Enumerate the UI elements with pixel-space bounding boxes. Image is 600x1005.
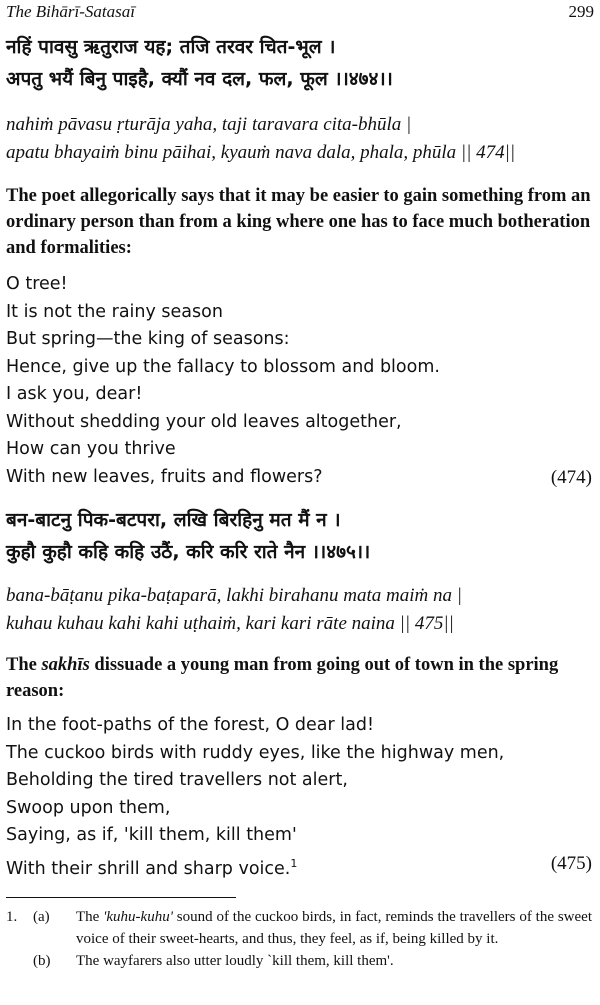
- devanagari-line: कुहौ कुहौ कहि कहि उठैं, करि करि राते नैन ।।४७५।।: [6, 541, 371, 563]
- verse-line: Beholding the tired travellers not alert,: [6, 770, 348, 790]
- footnote-italic-term: 'kuhu-kuhu': [103, 909, 173, 925]
- verse-line-last: [6, 850, 592, 883]
- devanagari-line: अपतु भयैं बिनु पाइहै, क्यौं नव दल, फल, फूल ।।४७४।।: [6, 68, 393, 90]
- transliteration-line: bana-bāṭanu pika-baṭaparā, lakhi birahanu mata maiṁ na |: [6, 585, 462, 606]
- footnotes: [6, 906, 592, 972]
- footnote-text: The wayfarers also utter loudly `kill them, kill them'.: [76, 953, 394, 969]
- verse-line: In the foot-paths of the forest, O dear lad!: [6, 715, 374, 735]
- transliteration-474: [6, 111, 594, 167]
- verse-line-last: [6, 464, 592, 492]
- devanagari-verse-474: [6, 31, 594, 95]
- verse-line: How can you thrive: [6, 439, 176, 459]
- footnote-text: The: [76, 909, 104, 925]
- verse-line: It is not the rainy season: [6, 301, 223, 322]
- footnote-a: [6, 906, 592, 950]
- verse-line-text: With new leaves, fruits and flowers?: [6, 466, 323, 487]
- running-title: The Bihārī-Satasaī: [6, 2, 135, 21]
- footnote-number: 1.: [6, 909, 18, 925]
- page-number: 299: [568, 2, 594, 21]
- footnote-text: sound of the cuckoo birds, in fact, reminds the travellers of the sweet voice of their sweet-hearts, and thus, they feel, as if, being killed by it.: [76, 909, 592, 947]
- verse-line: The cuckoo birds with ruddy eyes, like the highway men,: [6, 742, 505, 763]
- transliteration-line: nahiṁ pāvasu ṛturāja yaha, taji taravara cita-bhūla |: [6, 114, 412, 135]
- devanagari-verse-475: [6, 504, 594, 568]
- footnote-label-b: (b): [33, 953, 51, 969]
- translation-475: [6, 712, 592, 883]
- verse-number-475: (475): [550, 852, 592, 874]
- verse-line: But spring—the king of seasons:: [6, 329, 290, 349]
- footnote-label-a: (a): [33, 909, 50, 925]
- verse-line: Swoop upon them,: [6, 797, 171, 818]
- translation-474: [6, 271, 592, 491]
- intro-474: The poet allegorically says that it may be easier to gain something from an ordinary person than from a king where one has to face much botheration and formalities:: [6, 186, 591, 258]
- transliteration-line: kuhau kuhau kahi kahi uṭhaiṁ, kari kari rāte naina || 475||: [6, 613, 454, 634]
- verse-line: Saying, as if, 'kill them, kill them': [6, 825, 297, 845]
- devanagari-line: नहिं पावसु ऋतुराज यह; तजि तरवर चित-भूल ।: [6, 36, 336, 58]
- running-header: [6, 2, 594, 22]
- verse-line: Without shedding your old leaves altogether,: [6, 411, 402, 432]
- verse-line: I ask you, dear!: [6, 384, 143, 404]
- intro-text: The: [6, 655, 42, 675]
- footnote-marker: 1: [290, 856, 298, 870]
- footnote-rule: [6, 897, 236, 898]
- footnote-b: [6, 950, 592, 972]
- transliteration-475: [6, 582, 594, 638]
- verse-line: Hence, give up the fallacy to blossom and bloom.: [6, 356, 440, 377]
- verse-line: O tree!: [6, 274, 68, 294]
- intro-text: dissuade a young man from going out of town in the spring reason:: [6, 655, 559, 701]
- intro-475: [6, 652, 592, 704]
- transliteration-line: apatu bhayaiṁ binu pāihai, kyauṁ nava dala, phala, phūla || 474||: [6, 142, 516, 163]
- verse-number-474: (474): [550, 466, 592, 488]
- intro-italic-term: sakhīs: [41, 655, 90, 675]
- devanagari-line: बन-बाटनु पिक-बटपरा, लखि बिरहिनु मत मैं न ।: [6, 509, 341, 531]
- verse-line-text: With their shrill and sharp voice.: [6, 858, 291, 879]
